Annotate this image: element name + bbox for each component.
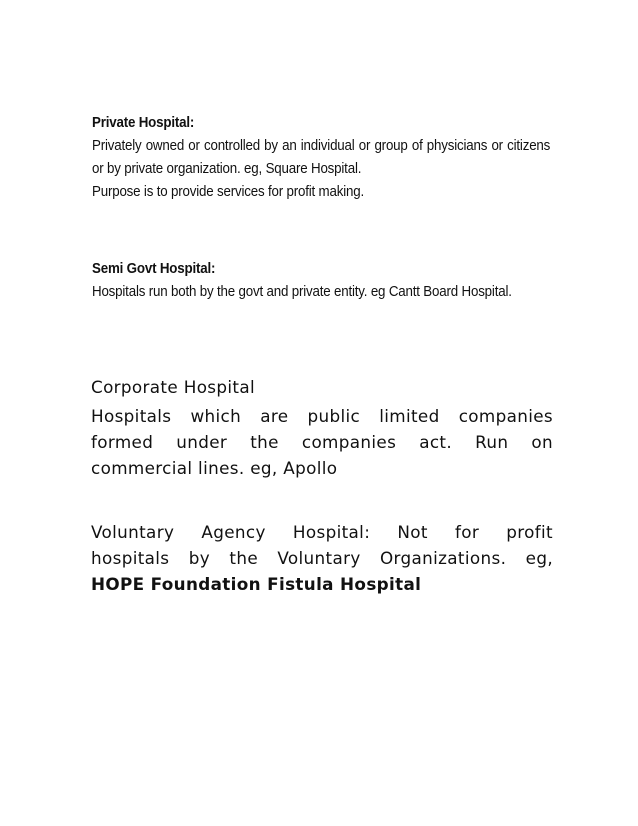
voluntary-hospital-example: HOPE Foundation Fistula Hospital: [91, 574, 422, 594]
private-hospital-heading: Private Hospital:: [92, 115, 195, 131]
voluntary-agency-hospital-section: [91, 519, 553, 597]
corporate-hospital-line-1: Hospitals which are public limited companies: [91, 406, 553, 426]
private-hospital-description: Privately owned or controlled by an individual or group of physicians or citizens or by private organization. eg, Square Hospital.: [92, 138, 551, 177]
semi-govt-hospital-description: Hospitals run both by the govt and private entity. eg Cantt Board Hospital.: [92, 284, 512, 300]
private-hospital-purpose: Purpose is to provide services for profit making.: [92, 184, 364, 200]
corporate-hospital-section: [91, 374, 553, 481]
corporate-hospital-heading: Corporate Hospital: [91, 377, 255, 397]
voluntary-hospital-line-1: Voluntary Agency Hospital: Not for profit: [91, 522, 553, 542]
corporate-hospital-line-3: commercial lines. eg, Apollo: [91, 458, 338, 478]
corporate-hospital-line-2: formed under the companies act. Run on: [91, 432, 553, 452]
semi-govt-hospital-section: [92, 258, 550, 304]
semi-govt-hospital-heading: Semi Govt Hospital:: [92, 261, 216, 277]
private-hospital-section: [92, 112, 550, 204]
voluntary-hospital-line-2: hospitals by the Voluntary Organizations. eg,: [91, 548, 553, 568]
